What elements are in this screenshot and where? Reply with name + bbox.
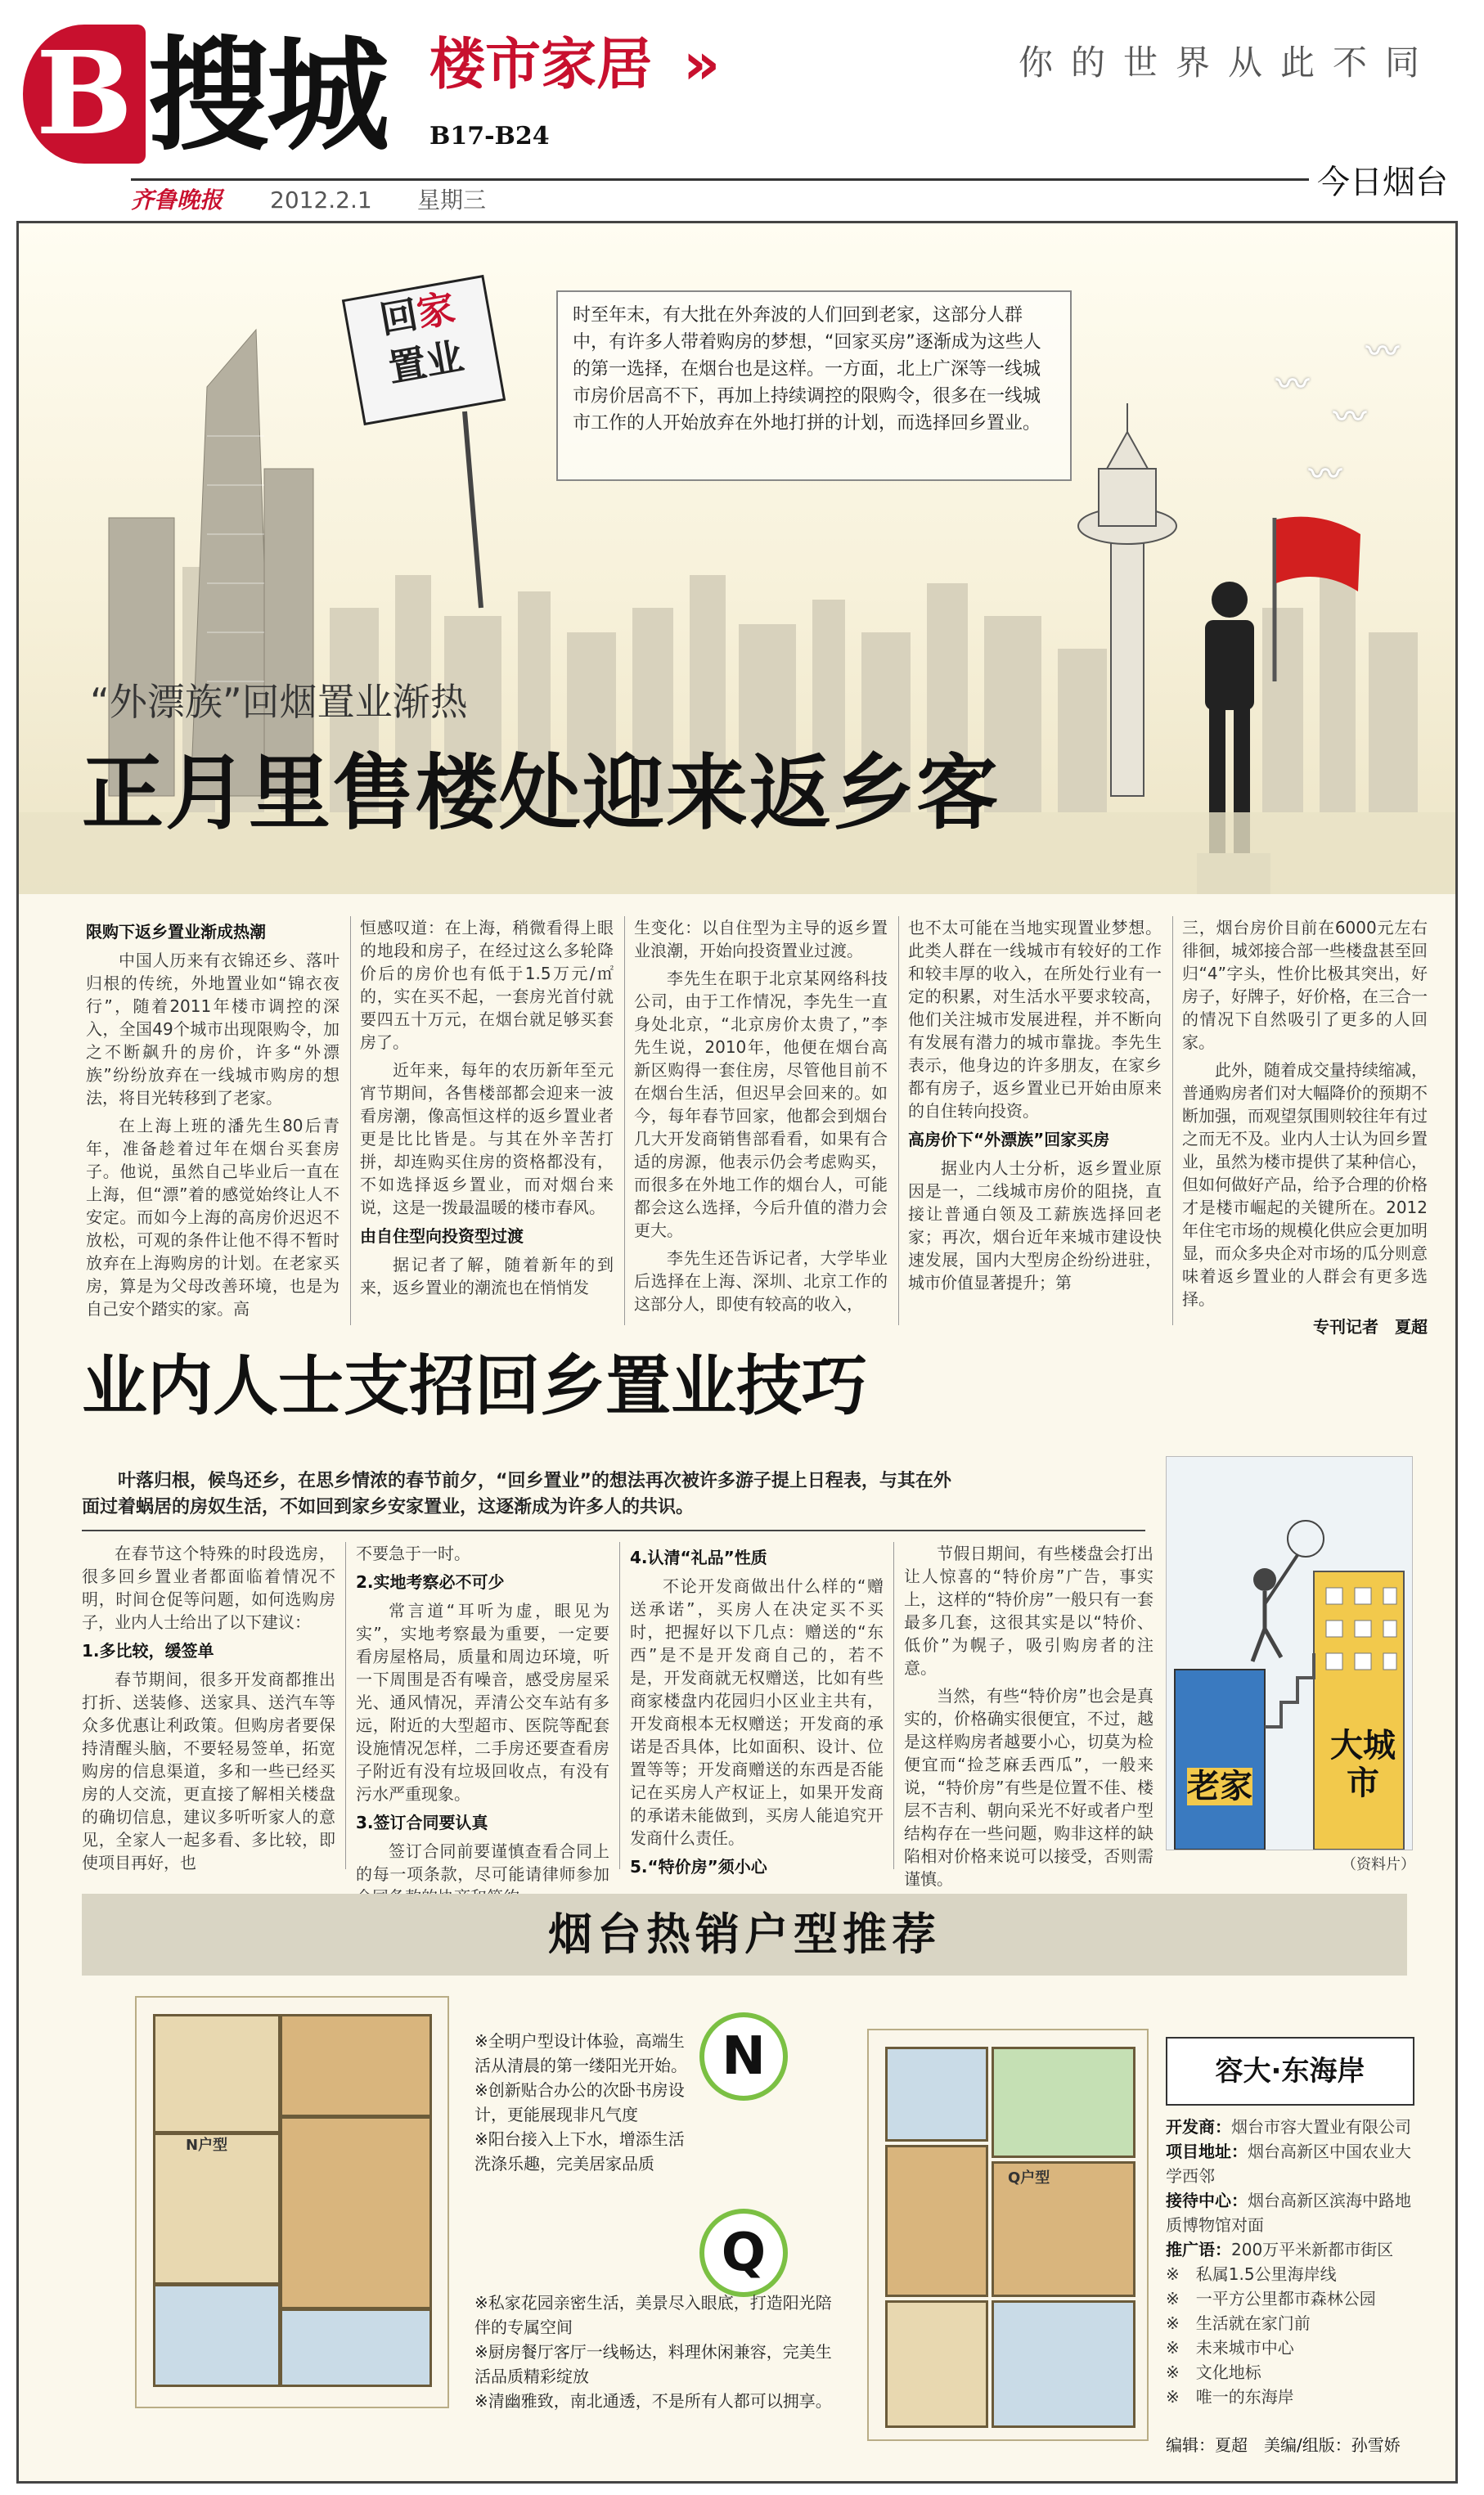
home-sign: 回家 置业	[342, 275, 506, 425]
article-column	[360, 916, 614, 1304]
paragraph: 近年来，每年的农历新年至元宵节期间，各售楼部都会迎来一波看房潮，像高恒这样的返乡置业者更是比比皆是。与其在外辛苦打拼，却连购买住房的资格都没有，不如选择返乡置业，而对烟台来说，这是一拨最温暖的楼市春风。	[360, 1060, 614, 1217]
article-column	[1182, 916, 1428, 1338]
paragraph: 春节期间，很多开发商都推出打折、送装修、送家具、送汽车等众多优惠让利政策。但购房者要保持清醒头脑，不要轻易签单，拓宽购房的信息渠道，多和一些已经买房的人交流，更直接了解相关楼盘的确切信息，建议多听听家人的意见，全家人一起多看、多比较，即使项目再好，也	[82, 1670, 335, 1872]
floor-plan-label: Q户型	[1008, 2169, 1050, 2187]
column-divider	[619, 1542, 620, 1869]
feature-item: ※创新贴合办公的次卧书房设计，更能展现非凡气度	[474, 2080, 685, 2124]
paragraph: 三，烟台房价目前在6000元左右徘徊，城郊接合部一些楼盘甚至回归“4”字头，性价比极其突出，好房子，好牌子，好价格，在三合一的情况下自然吸引了更多的人回家。	[1182, 918, 1428, 1052]
column-divider	[1172, 916, 1173, 1325]
paragraph: 恒感叹道：在上海，稍微看得上眼的地段和房子，在经过这么多轮降价后的房价也有低于1.5万元/㎡的，实在买不起，一套房光首付就要四五十万元，在烟台就足够买套房了。	[360, 918, 614, 1052]
subheading: 5.“特价房”须小心	[630, 1857, 767, 1877]
paragraph: 此外，随着成交量持续缩减，普通购房者们对大幅降价的预期不断加强，而观望氛围则较往年有过之而无不及。业内人士认为回乡置业，虽然为楼市提供了某种信心，但如何做好产品，给予合理的价格才是楼市崛起的关键所在。2012年住宅市场的规模化供应会更加明显，而众多央企对市场的瓜分则意味着返乡置业的人群会有更多选择。	[1182, 1060, 1428, 1309]
paragraph: 李先生在职于北京某网络科技公司，由于工作情况，李先生一直身处北京，“北京房价太贵了，”李先生说，2010年，他便在烟台高新区购得一套住房，尽管他目前不在烟台生活，但迟早会回来的。如今，每年春节回家，他都会到烟台几大开发商销售部看看，如果有合适的房源，他表示仍会考虑购买，而很多在外地工作的烟台人，可能都会这么选择，今后升值的潜力会更大。	[634, 969, 888, 1240]
article-kicker: “外漂族”回烟置业渐热	[90, 680, 468, 724]
intro-box: 时至年末，有大批在外奔波的人们回到老家，这部分人群中，有许多人带着购房的梦想，“回家买房”逐渐成为这些人的第一选择，在烟台也是这样。一方面，北上广深等一线城市房价居高不下，再加上持续调控的限购令，很多在一线城市工作的人开始放弃在外地打拼的计划，而选择回乡置业。	[556, 290, 1072, 481]
seagull-icon: 〰	[1333, 398, 1366, 436]
plan-n-features	[474, 2029, 695, 2176]
paragraph: 李先生还告诉记者，大学毕业后选择在上海、深圳、北京工作的这部分人，即使有较高的收入，	[634, 1248, 888, 1314]
selling-point: ※ 生活就在家门前	[1166, 2313, 1311, 2333]
edition-name: 今日烟台	[1309, 162, 1456, 203]
recommend-title: 烟台热销户型推荐	[548, 1908, 941, 1960]
subheading: 限购下返乡置业渐成热潮	[86, 922, 266, 942]
paragraph: 不要急于一时。	[356, 1544, 470, 1563]
column-divider	[350, 916, 351, 1325]
page-range: B17-B24	[429, 122, 550, 151]
section-subtitle: 楼市家居	[429, 33, 653, 97]
selling-point: ※ 未来城市中心	[1166, 2338, 1294, 2358]
seagull-icon: 〰	[1276, 366, 1309, 403]
editor-credits: 编辑：夏超 美编/组版：孙雪娇	[1166, 2435, 1401, 2455]
paragraph: 中国人历来有衣锦还乡、落叶归根的传统，外地置业如“锦衣夜行”，随着2011年楼市调控的深入，全国49个城市出现限购令，加之不断飙升的房价，许多“外漂族”纷纷放弃在一线城市购房的想法，将目光转移到了老家。	[86, 951, 340, 1108]
column-divider	[898, 916, 899, 1325]
reception-row: 接待中心：烟台高新区滨海中路地质博物馆对面	[1166, 2191, 1411, 2235]
column-divider	[893, 1542, 894, 1869]
subheading: 高房价下“外漂族”回家买房	[908, 1130, 1110, 1149]
paragraph: 不论开发商做出什么样的“赠送承诺”，买房人在决定买不买时，把握好以下几点：赠送的“东西”是不是开发商自己的，若不是，开发商就无权赠送，比如有些商家楼盘内花园归小区业主共有，开发商根本无权赠送；开发商的承诺是否具体，比如面积、设计、位置等等；开发商赠送的东西是否能记在买房人产权证上，如果开发商的承诺未能做到，买房人能追究开发商什么责任。	[630, 1576, 884, 1848]
newspaper-name: 齐鲁晚报	[131, 187, 223, 214]
issue-date: 2012.2.1	[270, 187, 372, 214]
address-row: 项目地址：烟台高新区中国农业大学西邻	[1166, 2142, 1411, 2186]
article-column	[86, 916, 340, 1325]
subheading: 3.签订合同要认真	[356, 1813, 488, 1832]
article-column	[634, 916, 888, 1320]
subheading: 1.多比较，缓签单	[82, 1641, 214, 1661]
byline: 专刊记者 夏超	[1313, 1317, 1428, 1337]
city-vs-hometown-illustration	[1166, 1456, 1413, 1850]
plan-q-features	[474, 2290, 834, 2413]
seagull-icon: 〰	[1366, 333, 1399, 371]
section-title: 搜城	[147, 25, 387, 168]
paragraph: 据记者了解，随着新年的到来，返乡置业的潮流也在悄悄发	[360, 1255, 614, 1297]
paragraph: 签订合同前要谨慎查看合同上的每一项条款，尽可能请律师参加	[356, 1841, 609, 1884]
paragraph: 常言道“耳听为虚，眼见为实”，实地考察最为重要，一定要看房屋格局，质量和周边环境，听一下周围是否有噪音，感受房屋采光、通风情况，弄清公交车站有多远，附近的大型超市、医院等配套设施情况怎样，二手房还要查看房子附近有没有垃圾回收点，有没有污水严重现象。	[356, 1601, 609, 1804]
feature-item: ※私家花园亲密生活，美景尽入眼底，打造阳光陪伴的专属空间	[474, 2293, 832, 2337]
article-headline: 业内人士支招回乡置业技巧	[82, 1348, 867, 1424]
article-column	[908, 916, 1162, 1299]
developer-row: 开发商：烟台市容大置业有限公司	[1166, 2117, 1411, 2137]
slogan-row: 推广语：200万平米新都市街区	[1166, 2240, 1394, 2259]
floor-plan-q	[867, 2029, 1149, 2441]
paragraph: 当然，有些“特价房”也会是真实的，价格确实很便宜，不过，越是这样购房者越要小心，切莫为检便宜而“捡芝麻丢西瓜”，一般来说，“特价房”有些是位置不佳、楼层不吉利、朝向采光不好或者户型结构存在一些问题，购非这样的缺陷相对价格来说可以接受，否则需谨慎。	[904, 1686, 1153, 1889]
feature-item: ※清幽雅致，南北通透，不是所有人都可以拥享。	[474, 2391, 832, 2411]
column-divider	[345, 1542, 346, 1869]
project-name: 容大·东海岸	[1166, 2037, 1414, 2106]
paragraph: 节假日期间，有些楼盘会打出让人惊喜的“特价房”广告，事实上，这样的“特价房”一般只有一套最多几套，这很其实是以“特价、低价”为幌子，吸引购房者的注意。	[904, 1544, 1153, 1678]
article-headline: 正月里售楼处迎来返乡客	[82, 745, 1000, 841]
subheading: 2.实地考察必不可少	[356, 1572, 505, 1592]
selling-point: ※ 唯一的东海岸	[1166, 2387, 1294, 2407]
floor-plan-label: N户型	[186, 2137, 228, 2154]
paragraph: 在春节这个特殊的时段选房，很多回乡置业者都面临着情况不明，时间仓促等问题，如何选购房子，业内人士给出了以下建议：	[82, 1544, 335, 1632]
column-divider	[624, 916, 625, 1325]
issue-weekday: 星期三	[417, 187, 487, 214]
article-column	[356, 1542, 609, 1913]
section-divider	[82, 1530, 1145, 1531]
hometown-label: 老家	[1187, 1768, 1252, 1805]
selling-point: ※ 一平方公里都市森林公园	[1166, 2289, 1376, 2308]
image-credit: （资料片）	[1342, 1856, 1415, 1873]
feature-item: ※全明户型设计体验，高端生活从清晨的第一缕阳光开始。	[474, 2031, 687, 2075]
paragraph: 也不太可能在当地实现置业梦想。此类人群在一线城市有较好的工作和较丰厚的收入，在所处行业有一定的积累，对生活水平要求较高，他们关注城市发展进程，并不断向有发展有潜力的城市靠拢。李先生表示，他身边的许多朋友，在家乡都有房子，返乡置业已开始由原来的自住转向投资。	[908, 918, 1162, 1121]
plan-n-badge: N	[699, 2012, 788, 2101]
article-lead: 叶落归根，候鸟还乡，在思乡情浓的春节前夕，“回乡置业”的想法再次被许多游子提上日程表，与其在外面过着蜗居的房奴生活，不如回到家乡安家置业，这逐渐成为许多人的共识。	[82, 1471, 951, 1517]
selling-point: ※ 文化地标	[1166, 2362, 1261, 2382]
paragraph: 在上海上班的潘先生80后青年，准备趁着过年在烟台买套房子。他说，虽然自己毕业后一直在上海，但“漂”着的感觉始终让人不安定。而如今上海的高房价迟迟不放松，可观的条件让他不得不暂时放弃在上海购房的计划。在老家买房，算是为父母改善环境，也是为自己安个踏实的家。高	[86, 1116, 340, 1319]
article-column	[82, 1542, 335, 1879]
section-badge: B	[23, 25, 146, 164]
article-column	[630, 1542, 884, 1884]
subheading: 4.认清“礼品”性质	[630, 1548, 767, 1567]
paragraph: 生变化：以自住型为主导的返乡置业浪潮，开始向投资置业过渡。	[634, 918, 888, 960]
project-info	[1166, 2115, 1411, 2409]
selling-point: ※ 私属1.5公里海岸线	[1166, 2264, 1337, 2284]
plan-q-badge: Q	[699, 2209, 788, 2297]
subheading: 由自住型向投资型过渡	[360, 1226, 524, 1246]
article-column	[904, 1542, 1153, 1895]
chevron-right-icon: »	[683, 30, 721, 97]
masthead-divider	[131, 178, 1456, 181]
paragraph: 据业内人士分析，返乡置业原因是一，二线城市房价的阻挠，直接让普通白领及工薪族选择回老家；再次，烟台近年来城市建设快速发展，国内大型房企纷纷进驻，城市价值显著提升；第	[908, 1158, 1162, 1292]
floor-plan-n	[135, 1996, 449, 2408]
masthead-slogan: 你的世界从此不同	[1019, 43, 1438, 83]
feature-item: ※阳台接入上下水，增添生活洗涤乐趣，完美居家品质	[474, 2129, 685, 2174]
feature-item: ※厨房餐厅客厅一线畅达，料理休闲兼容，完美生活品质精彩绽放	[474, 2342, 832, 2386]
big-city-label: 大城市	[1330, 1727, 1396, 1802]
seagull-icon: 〰	[1309, 456, 1342, 493]
